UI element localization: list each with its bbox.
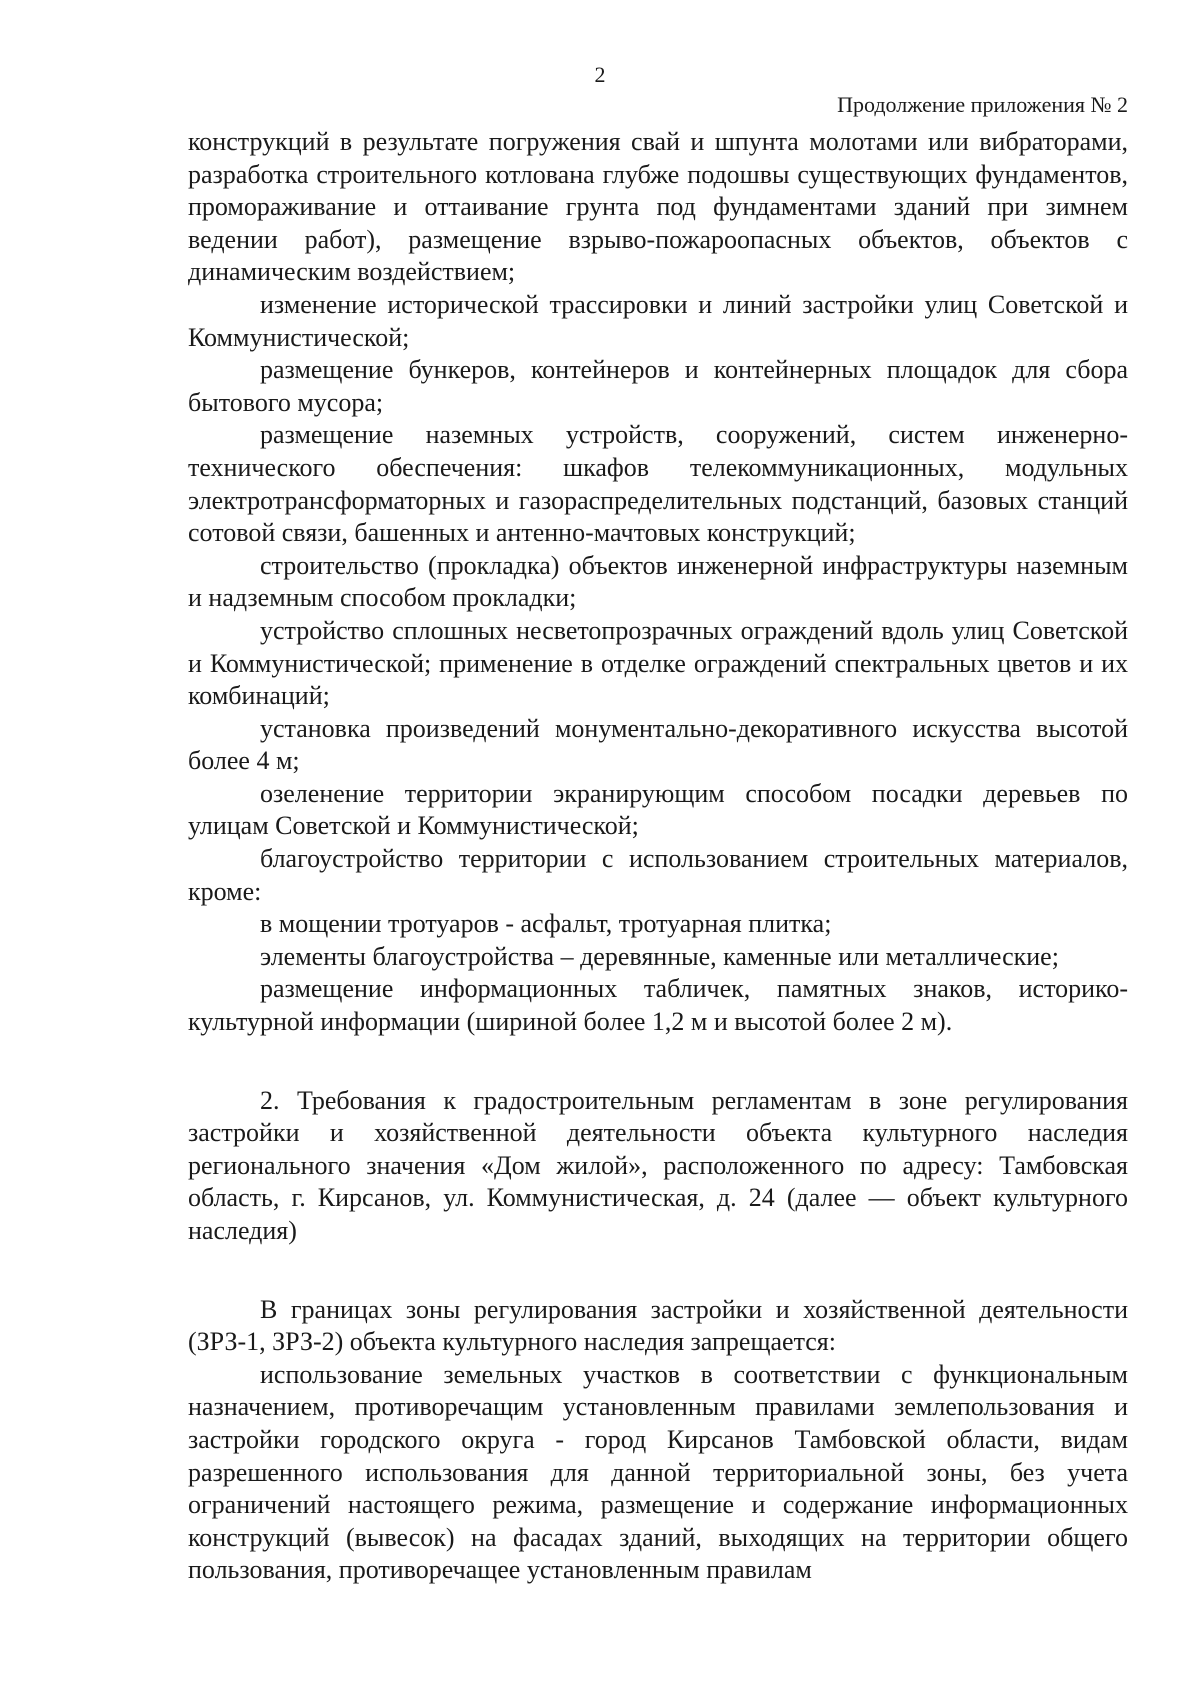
- paragraph-street-alignment: изменение исторической трассировки и линий застройки улиц Советской и Коммунистической;: [188, 289, 1128, 352]
- paragraph-info-signs: размещение информационных табличек, памятных знаков, историко-культурной информации (шириной более 1,2 м и высотой более 2 м).: [188, 974, 1128, 1037]
- paragraph-land-use: использование земельных участков в соответствии с функциональным назначением, противоречащим установленным правилами землепользования и застройки городского округа - город Кирсанов Тамбовской области, видам разрешенного использования для данной территориальной зоны, без учета ограничений настоящего режима, размещение и содержание информационных конструкций (вывесок) на фасадах зданий, выходящих на территории общего пользования, противоречащее установленным правилам: [188, 1359, 1128, 1585]
- continuation-label: Продолжение приложения № 2: [837, 92, 1128, 117]
- page-number: 2: [594, 62, 606, 87]
- paragraph-construction-works: конструкций в результате погружения свай и шпунта молотами или вибраторами, разработка строительного котлована глубже подошвы существующих фундаментов, промораживание и оттаивание грунта под фундаментами зданий при зимнем ведении работ), размещение взрыво-пожароопасных объектов, объектов с динамическим воздействием;: [188, 127, 1128, 287]
- paragraph-infrastructure-laying: строительство (прокладка) объектов инженерной инфраструктуры наземным и надземным способом прокладки;: [188, 550, 1128, 613]
- paragraph-monumental-art: установка произведений монументально-декоративного искусства высотой более 4 м;: [188, 713, 1128, 776]
- paragraph-fences: устройство сплошных несветопрозрачных ограждений вдоль улиц Советской и Коммунистической; применение в отделке ограждений спектральных цветов и их комбинаций;: [188, 615, 1128, 711]
- paragraph-greening: озеленение территории экранирующим способом посадки деревьев по улицам Советской и Коммунистической;: [188, 778, 1128, 841]
- section-2-heading: 2. Требования к градостроительным регламентам в зоне регулирования застройки и хозяйственной деятельности объекта культурного наследия регионального значения «Дом жилой», расположенного по адресу: Тамбовская область, г. Кирсанов, ул. Коммунистическая, д. 24 (далее — объект культурного наследия): [188, 1085, 1128, 1245]
- paragraph-prohibition-intro: В границах зоны регулирования застройки и хозяйственной деятельности (ЗРЗ-1, ЗРЗ-2) объекта культурного наследия запрещается:: [188, 1294, 1128, 1357]
- paragraph-waste-containers: размещение бункеров, контейнеров и контейнерных площадок для сбора бытового мусора;: [188, 355, 1128, 417]
- paragraph-sidewalk-paving: в мощении тротуаров - асфальт, тротуарная плитка;: [260, 909, 832, 939]
- paragraph-landscaping: благоустройство территории с использованием строительных материалов, кроме:: [188, 844, 1128, 906]
- paragraph-engineering-devices: размещение наземных устройств, сооружений, систем инженерно-технического обеспечения: шкафов телекоммуникационных, модульных электротрансформаторных и газораспределительных подстанций, базовых станций сотовой связи, башенных и антенно-мачтовых конструкций;: [188, 420, 1128, 548]
- document-body: [188, 126, 1128, 1587]
- paragraph-landscape-elements: элементы благоустройства – деревянные, каменные или металлические;: [260, 941, 1059, 971]
